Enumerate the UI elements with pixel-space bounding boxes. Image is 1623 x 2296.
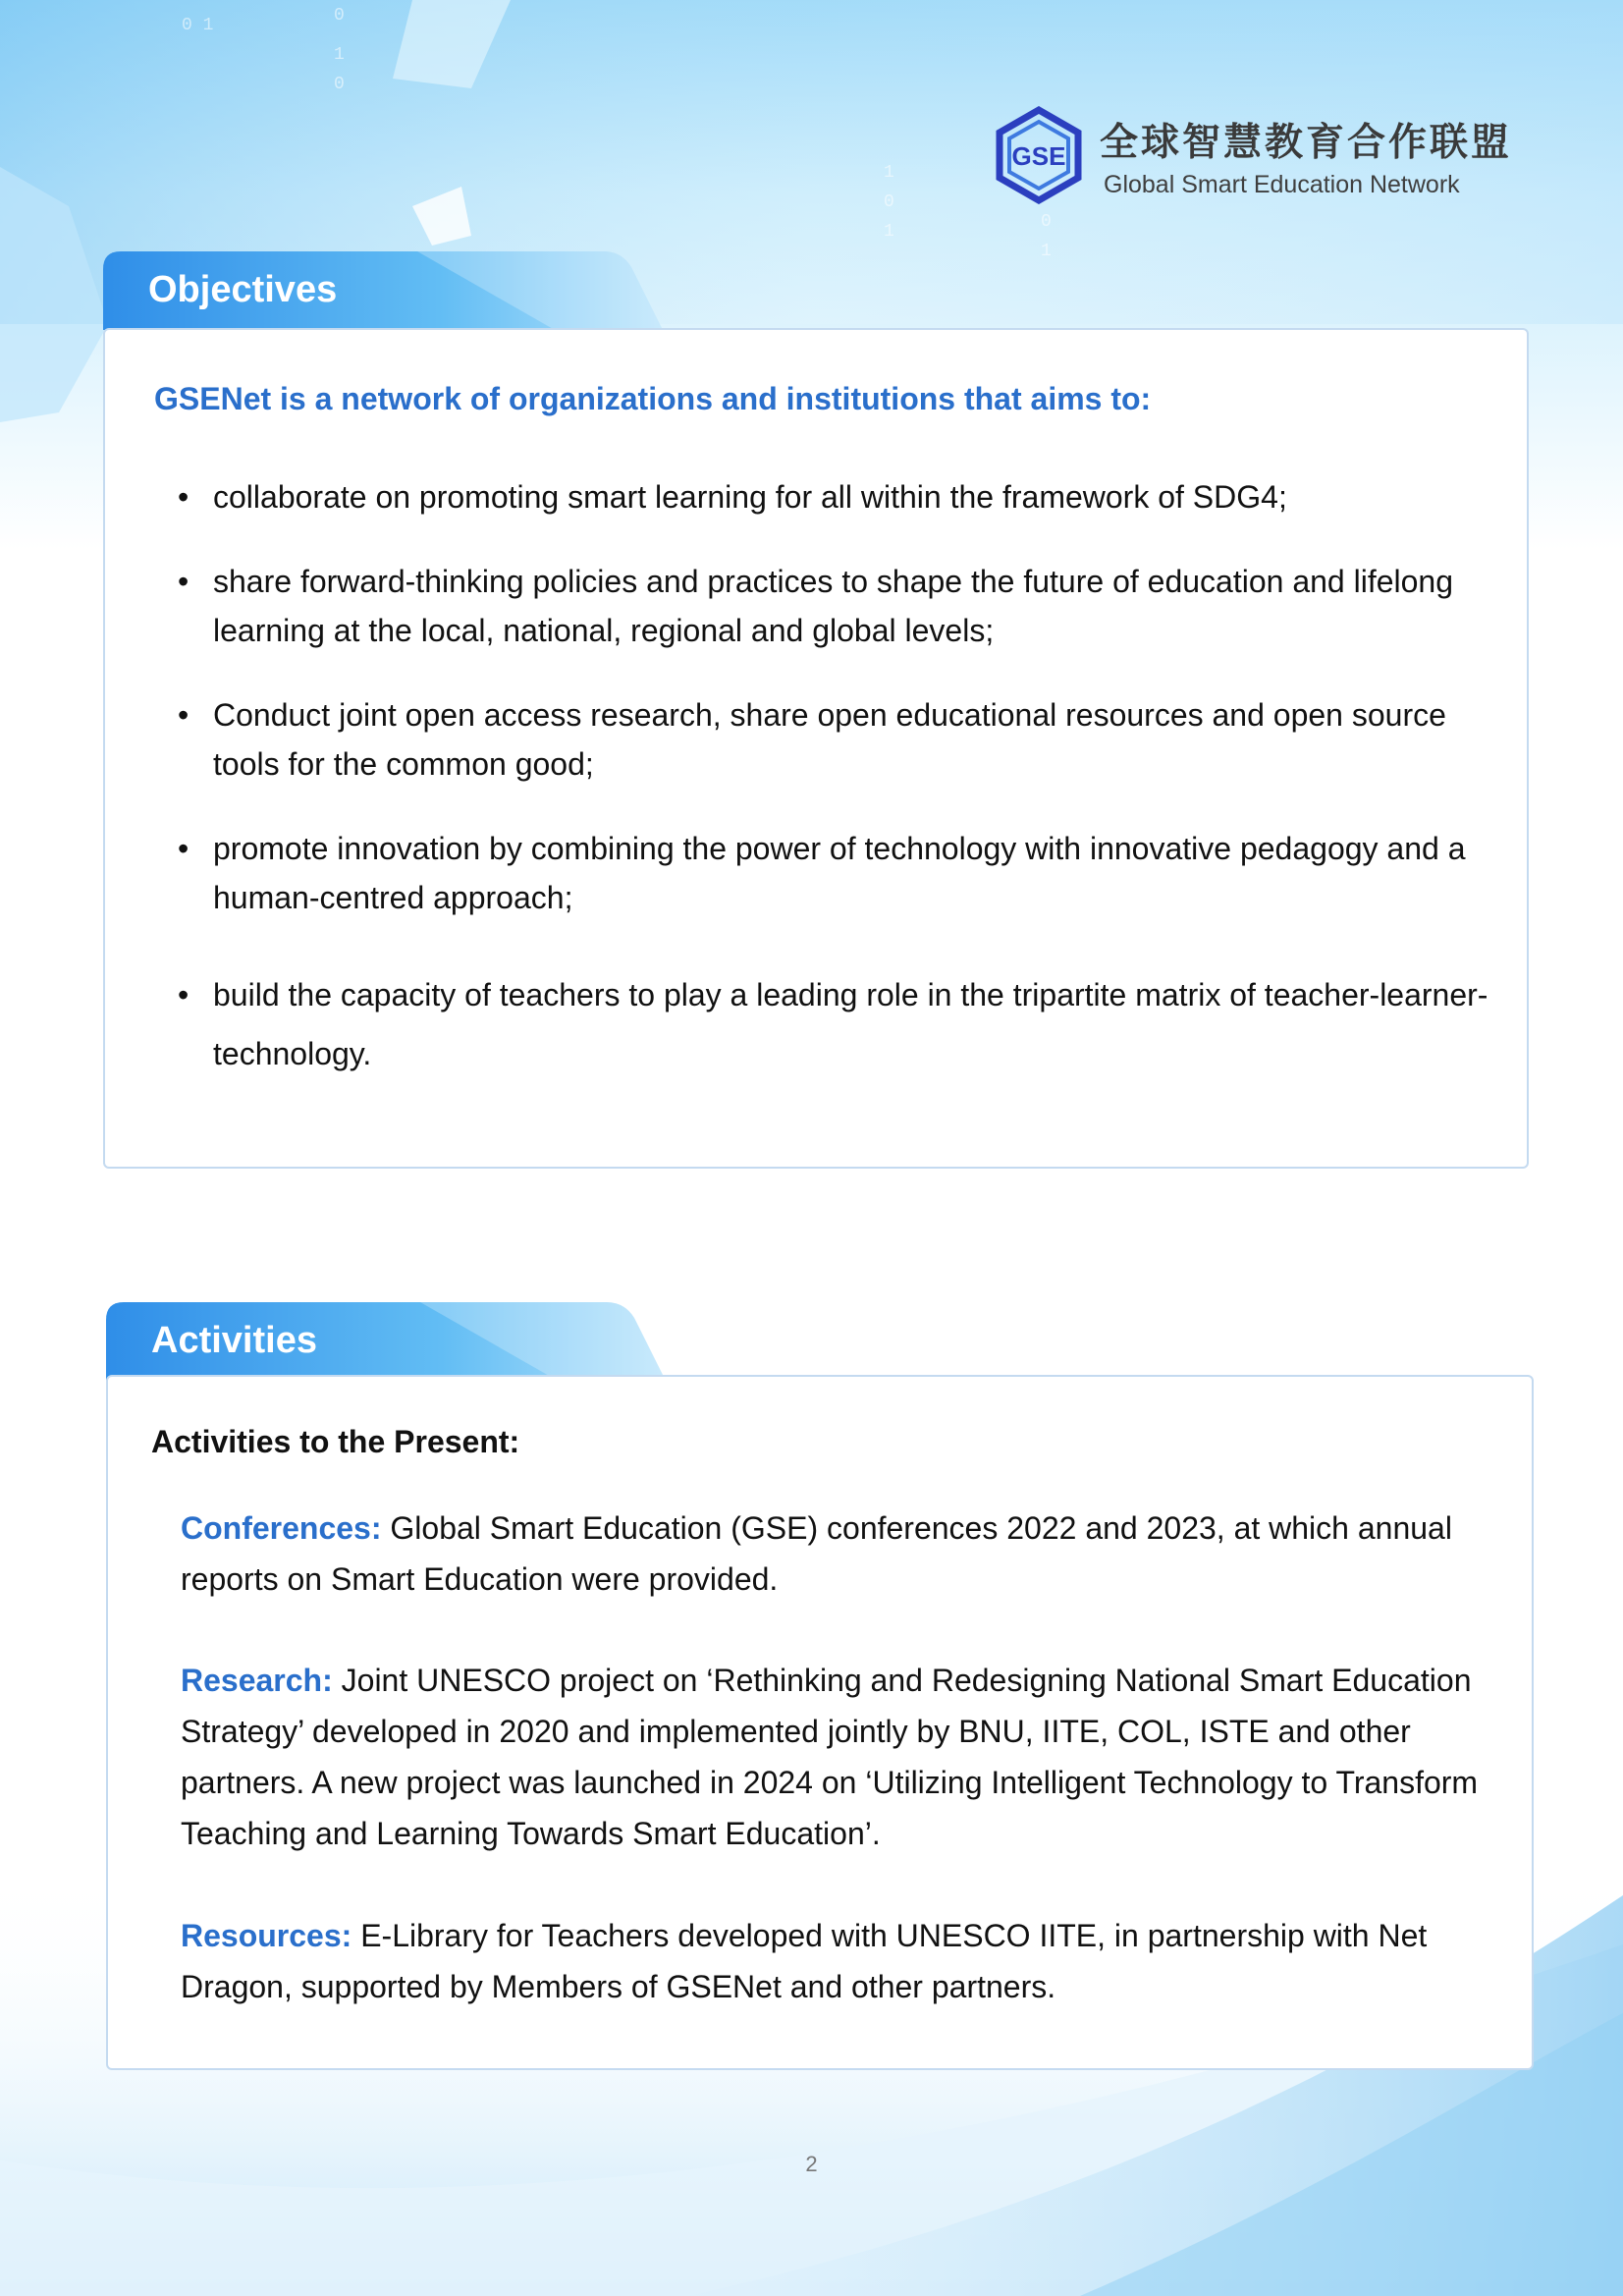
svg-text:0 1: 0 1 bbox=[182, 16, 214, 35]
activity-label: Resources: bbox=[181, 1918, 352, 1953]
activity-text: Global Smart Education (GSE) conferences 2022 and 2023, at which annual reports on Smart Education were provided. bbox=[181, 1510, 1452, 1597]
activities-subheading: Activities to the Present: bbox=[151, 1424, 520, 1459]
svg-text:1: 1 bbox=[1041, 242, 1052, 261]
svg-text:1: 1 bbox=[884, 222, 894, 242]
bullet-dot: • bbox=[178, 479, 189, 515]
objectives-box bbox=[103, 328, 1529, 1169]
svg-text:0: 0 bbox=[884, 192, 894, 212]
brand-logo bbox=[990, 106, 1513, 204]
page-number: 2 bbox=[805, 2152, 818, 2176]
activity-label: Conferences: bbox=[181, 1510, 382, 1546]
list-item: • collaborate on promoting smart learning for all within the framework of SDG4; bbox=[213, 472, 1499, 521]
gse-logo-icon bbox=[990, 106, 1088, 204]
svg-text:1: 1 bbox=[334, 45, 345, 65]
bullet-dot: • bbox=[178, 564, 189, 599]
activity-conferences bbox=[181, 1503, 1496, 1605]
bullet-dot: • bbox=[178, 831, 189, 866]
svg-text:0: 0 bbox=[334, 6, 345, 26]
activity-research bbox=[181, 1655, 1496, 1859]
objectives-section bbox=[103, 251, 1529, 1169]
list-item: • build the capacity of teachers to play a leading role in the tripartite matrix of teacher-learner-technology. bbox=[213, 965, 1499, 1083]
brand-name-chinese: 全球智慧教育合作联盟 bbox=[1100, 121, 1513, 165]
activities-box bbox=[106, 1375, 1534, 2070]
activity-text: Joint UNESCO project on ‘Rethinking and Redesigning National Smart Education Strategy’ developed in 2020 and implemented jointly by BNU, IITE, COL, ISTE and other partners. A new project was launched in 2024 on ‘Utilizing Intelligent Technology to Transform Teaching and Learning Towards Smart Education’. bbox=[181, 1663, 1479, 1851]
svg-text:0: 0 bbox=[334, 75, 345, 94]
bullet-dot: • bbox=[178, 697, 189, 733]
objectives-heading: GSENet is a network of organizations and institutions that aims to: bbox=[154, 381, 1152, 416]
svg-text:1: 1 bbox=[884, 163, 894, 183]
activities-section bbox=[106, 1302, 1534, 2070]
list-item: • share forward-thinking policies and practices to shape the future of education and lifelong learning at the local, national, regional and global levels; bbox=[213, 557, 1499, 655]
objectives-list bbox=[178, 472, 1499, 1083]
bullet-dot: • bbox=[178, 977, 189, 1012]
list-item: • Conduct joint open access research, share open educational resources and open source tools for the common good; bbox=[213, 690, 1499, 789]
svg-text:0: 0 bbox=[1041, 212, 1052, 232]
activities-title: Activities bbox=[151, 1320, 317, 1361]
activity-resources bbox=[181, 1910, 1496, 2012]
brand-name-english: Global Smart Education Network bbox=[1104, 171, 1460, 198]
activity-label: Research: bbox=[181, 1663, 333, 1698]
activity-text: E-Library for Teachers developed with UNESCO IITE, in partnership with Net Dragon, supported by Members of GSENet and other partners. bbox=[181, 1918, 1428, 2004]
list-item: • promote innovation by combining the power of technology with innovative pedagogy and a human-centred approach; bbox=[213, 824, 1499, 922]
svg-text:GSE: GSE bbox=[1011, 141, 1066, 171]
objectives-title: Objectives bbox=[148, 269, 338, 310]
